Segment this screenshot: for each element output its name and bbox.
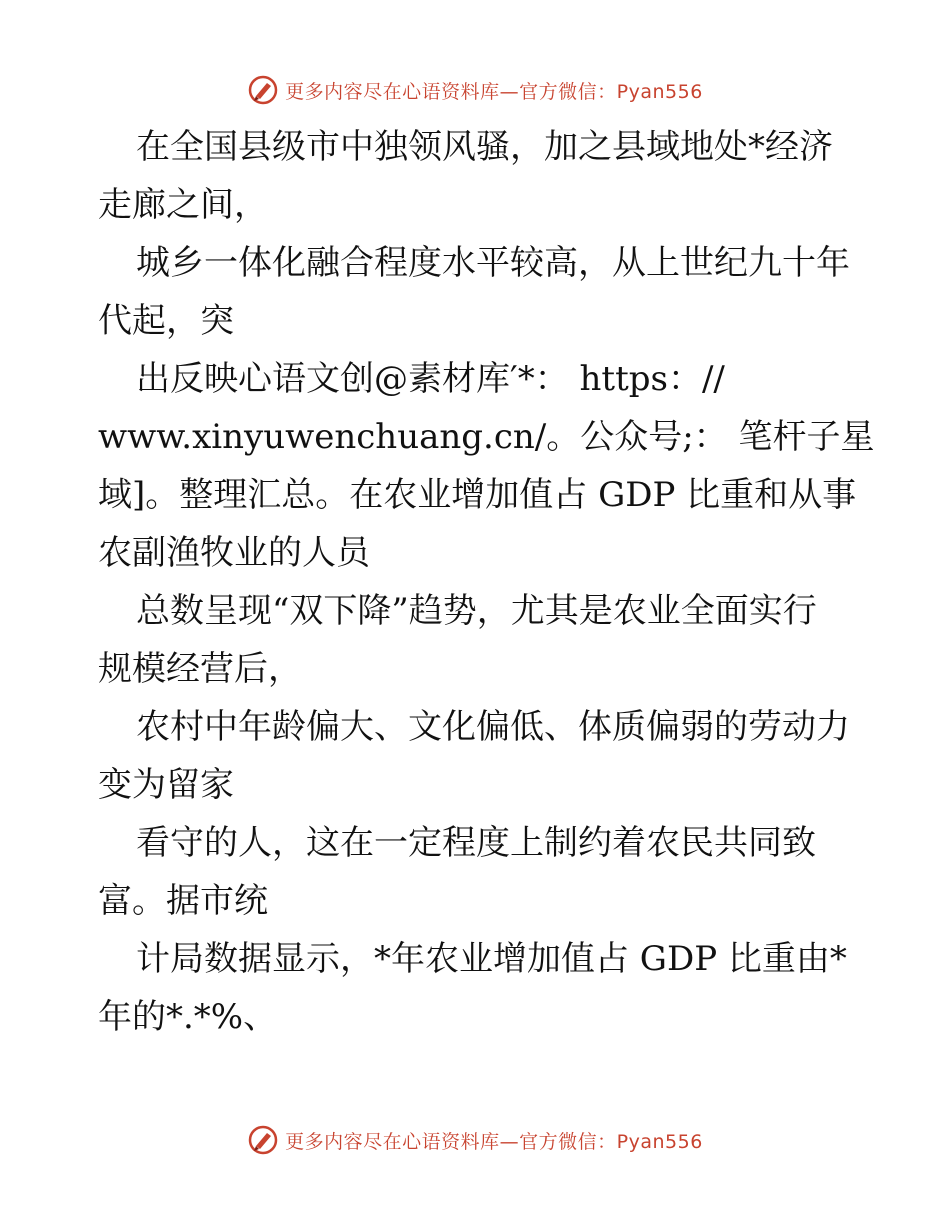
document-body (98, 118, 875, 1046)
text-line: 城乡一体化融合程度水平较高，从上世纪九十年 (136, 243, 850, 283)
text-line: 计局数据显示，*年农业增加值占 GDP 比重由* (136, 939, 847, 979)
text-line: 出反映心语文创@素材库′*： https：// (136, 359, 725, 399)
paragraph (98, 930, 868, 1046)
paragraph (98, 350, 875, 582)
paragraph (98, 234, 868, 350)
watermark-text: 更多内容尽在心语资料库—官方微信：Pyan556 (285, 1130, 703, 1153)
watermark-text: 更多内容尽在心语资料库—官方微信：Pyan556 (285, 80, 703, 103)
text-line: 域]。整理汇总。在农业增加值占 GDP 比重和从事 (98, 475, 857, 515)
text-line: 代起，突 (98, 301, 234, 341)
text-line: 在全国县级市中独领风骚，加之县域地处*经济 (136, 127, 833, 167)
paragraph (98, 814, 868, 930)
text-line: 年的*.*%、 (98, 997, 278, 1037)
header-watermark (0, 70, 950, 110)
text-line: 农副渔牧业的人员 (98, 533, 370, 573)
pen-swirl-logo-icon (247, 1124, 279, 1156)
text-line: 农村中年龄偏大、文化偏低、体质偏弱的劳动力 (136, 707, 850, 747)
paragraph (98, 698, 868, 814)
paragraph (98, 582, 868, 698)
text-line: 看守的人，这在一定程度上制约着农民共同致 (136, 823, 816, 863)
paragraph (98, 118, 868, 234)
text-line: 走廊之间， (98, 185, 268, 225)
text-line: 总数呈现“双下降”趋势，尤其是农业全面实行 (136, 591, 817, 631)
pen-swirl-logo-icon (247, 74, 279, 106)
text-line: 变为留家 (98, 765, 234, 805)
text-line: www.xinyuwenchuang.cn/。公众号;： 笔杆子星 (98, 417, 875, 457)
text-line: 富。据市统 (98, 881, 268, 921)
text-line: 规模经营后， (98, 649, 302, 689)
footer-watermark (0, 1120, 950, 1160)
